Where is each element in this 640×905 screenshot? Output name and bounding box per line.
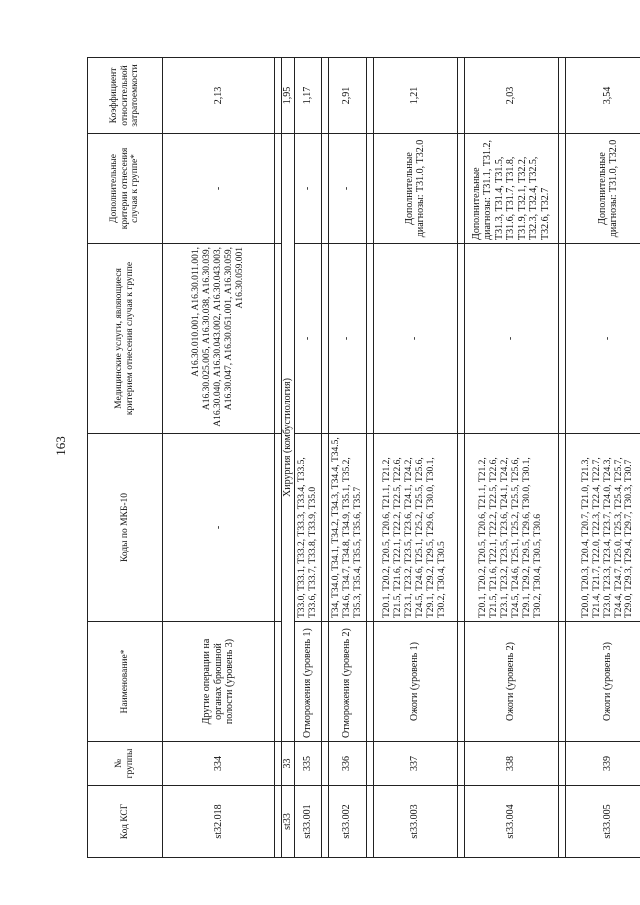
spacer-row bbox=[457, 58, 464, 858]
cell-services: - bbox=[328, 244, 366, 434]
table-row bbox=[373, 58, 457, 858]
spacer-row bbox=[558, 58, 565, 858]
table-row bbox=[163, 58, 275, 858]
cell-mkb: Т34, Т34.0, Т34.1, Т34.2, Т34.3, Т34.4, Т34.5, Т34.6, Т34.7, Т34.8, Т34.9, Т35.1, Т35.2, Т35.3, Т35.4, Т35.5, Т35.6, Т35.7 bbox=[328, 434, 366, 622]
cell-code: st33.005 bbox=[565, 786, 640, 858]
cell-code: st33.001 bbox=[295, 786, 322, 858]
cell-extra: Дополнительные диагнозы: Т31.0, Т32.0 bbox=[373, 134, 457, 244]
cell-name: Ожоги (уровень 3) bbox=[565, 622, 640, 742]
cell-extra: - bbox=[328, 134, 366, 244]
spacer-row bbox=[366, 58, 373, 858]
cell-name: Отморожения (уровень 2) bbox=[328, 622, 366, 742]
page-number: 163 bbox=[53, 436, 68, 456]
cell-group: 336 bbox=[328, 742, 366, 786]
spacer-row bbox=[275, 58, 282, 858]
cell-group: 334 bbox=[163, 742, 275, 786]
cell-coefficient: 3,54 bbox=[565, 58, 640, 134]
header-services: Медицинские услуги, являющиеся критерием отнесения случая к группе bbox=[88, 244, 163, 434]
cell-code: st33.004 bbox=[464, 786, 558, 858]
profile-coefficient: 1,95 bbox=[282, 58, 295, 134]
ksg-table bbox=[87, 57, 640, 858]
table-row bbox=[295, 58, 322, 858]
table-row bbox=[328, 58, 366, 858]
cell-services: - bbox=[373, 244, 457, 434]
cell-coefficient: 2,03 bbox=[464, 58, 558, 134]
header-name: Наименование* bbox=[88, 622, 163, 742]
header-ksg-code: Код КСГ bbox=[88, 786, 163, 858]
cell-coefficient: 1,17 bbox=[295, 58, 322, 134]
cell-code: st32.018 bbox=[163, 786, 275, 858]
cell-code: st33.002 bbox=[328, 786, 366, 858]
table-row bbox=[464, 58, 558, 858]
header-group-number: № группы bbox=[88, 742, 163, 786]
cell-extra: - bbox=[295, 134, 322, 244]
cell-coefficient: 2,91 bbox=[328, 58, 366, 134]
rotated-table-container bbox=[87, 58, 635, 858]
cell-mkb: Т20.0, Т20.3, Т20.4, Т20.7, Т21.0, Т21.3, Т21.4, Т21.7, Т22.0, Т22.3, Т22.4, Т22.7, Т23.0, Т23.3, Т23.4, Т23.7, Т24.0, Т24.3, Т24.4, Т24.7, Т25.0, Т25.3, Т25.4, Т25.7, Т29.0, Т29.3, Т29.4, Т29.7, Т30.3, Т30.7 bbox=[565, 434, 640, 622]
cell-group: 335 bbox=[295, 742, 322, 786]
cell-group: 337 bbox=[373, 742, 457, 786]
cell-name: Ожоги (уровень 1) bbox=[373, 622, 457, 742]
cell-coefficient: 1,21 bbox=[373, 58, 457, 134]
table-header-row bbox=[88, 58, 163, 858]
profile-group: 33 bbox=[282, 742, 295, 786]
cell-code: st33.003 bbox=[373, 786, 457, 858]
cell-mkb: Т20.1, Т20.2, Т20.5, Т20.6, Т21.1, Т21.2, Т21.5, Т21.6, Т22.1, Т22.2, Т22.5, Т22.6, Т23.1, Т23.2, Т23.5, Т23.6, Т24.1, Т24.2, Т24.5, Т24.6, Т25.1, Т25.2, Т25.5, Т25.6, Т29.1, Т29.2, Т29.5, Т29.6, Т30.0, Т30.1, Т30.2, Т30.4, Т30.5, Т30.6 bbox=[464, 434, 558, 622]
cell-name: Ожоги (уровень 2) bbox=[464, 622, 558, 742]
cell-mkb: - bbox=[163, 434, 275, 622]
cell-group: 338 bbox=[464, 742, 558, 786]
spacer-row bbox=[321, 58, 328, 858]
cell-name: Другие операции на органах брюшной полости (уровень 3) bbox=[163, 622, 275, 742]
cell-mkb: Т20.1, Т20.2, Т20.5, Т20.6, Т21.1, Т21.2, Т21.5, Т21.6, Т22.1, Т22.2, Т22.5, Т22.6, Т23.1, Т23.2, Т23.5, Т23.6, Т24.1, Т24.2, Т24.5, Т24.6, Т25.1, Т25.2, Т25.5, Т25.6, Т29.1, Т29.2, Т29.5, Т29.6, Т30.0, Т30.1, Т30.2, Т30.4, Т30.5 bbox=[373, 434, 457, 622]
cell-services: А16.30.010.001, А16.30.011.001, А16.30.025.005, А16.30.038, А16.30.039, А16.30.040, А16.30.043.002, А16.30.043.003, А16.30.047, А16.30.051.001, А16.30.059, А16.30.059.001 bbox=[163, 244, 275, 434]
profile-row bbox=[282, 58, 295, 858]
header-extra-criteria: Дополнительные критерии отнесения случая к группе* bbox=[88, 134, 163, 244]
profile-title: Хирургия (комбустиология) bbox=[282, 134, 295, 742]
cell-name: Отморожения (уровень 1) bbox=[295, 622, 322, 742]
cell-extra: Дополнительные диагнозы: Т31.1, Т31.2, Т31.3, Т31.4, Т31.5, Т31.6, Т31.7, Т31.8, Т31.9, Т32.1, Т32.2, Т32.3, Т32.4, Т32.5, Т32.6, Т32.7 bbox=[464, 134, 558, 244]
table-row bbox=[565, 58, 640, 858]
header-mkb-codes: Коды по МКБ-10 bbox=[88, 434, 163, 622]
cell-mkb: Т33.0, Т33.1, Т33.2, Т33.3, Т33.4, Т33.5, Т33.6, Т33.7, Т33.8, Т33.9, Т35.0 bbox=[295, 434, 322, 622]
cell-services: - bbox=[295, 244, 322, 434]
cell-extra: - bbox=[163, 134, 275, 244]
cell-coefficient: 2,13 bbox=[163, 58, 275, 134]
cell-extra: Дополнительные диагнозы: Т31.0, Т32.0 bbox=[565, 134, 640, 244]
profile-code: st33 bbox=[282, 786, 295, 858]
cell-services: - bbox=[565, 244, 640, 434]
cell-group: 339 bbox=[565, 742, 640, 786]
cell-services: - bbox=[464, 244, 558, 434]
header-coefficient: Коэффициент относительной затратоемкости bbox=[88, 58, 163, 134]
